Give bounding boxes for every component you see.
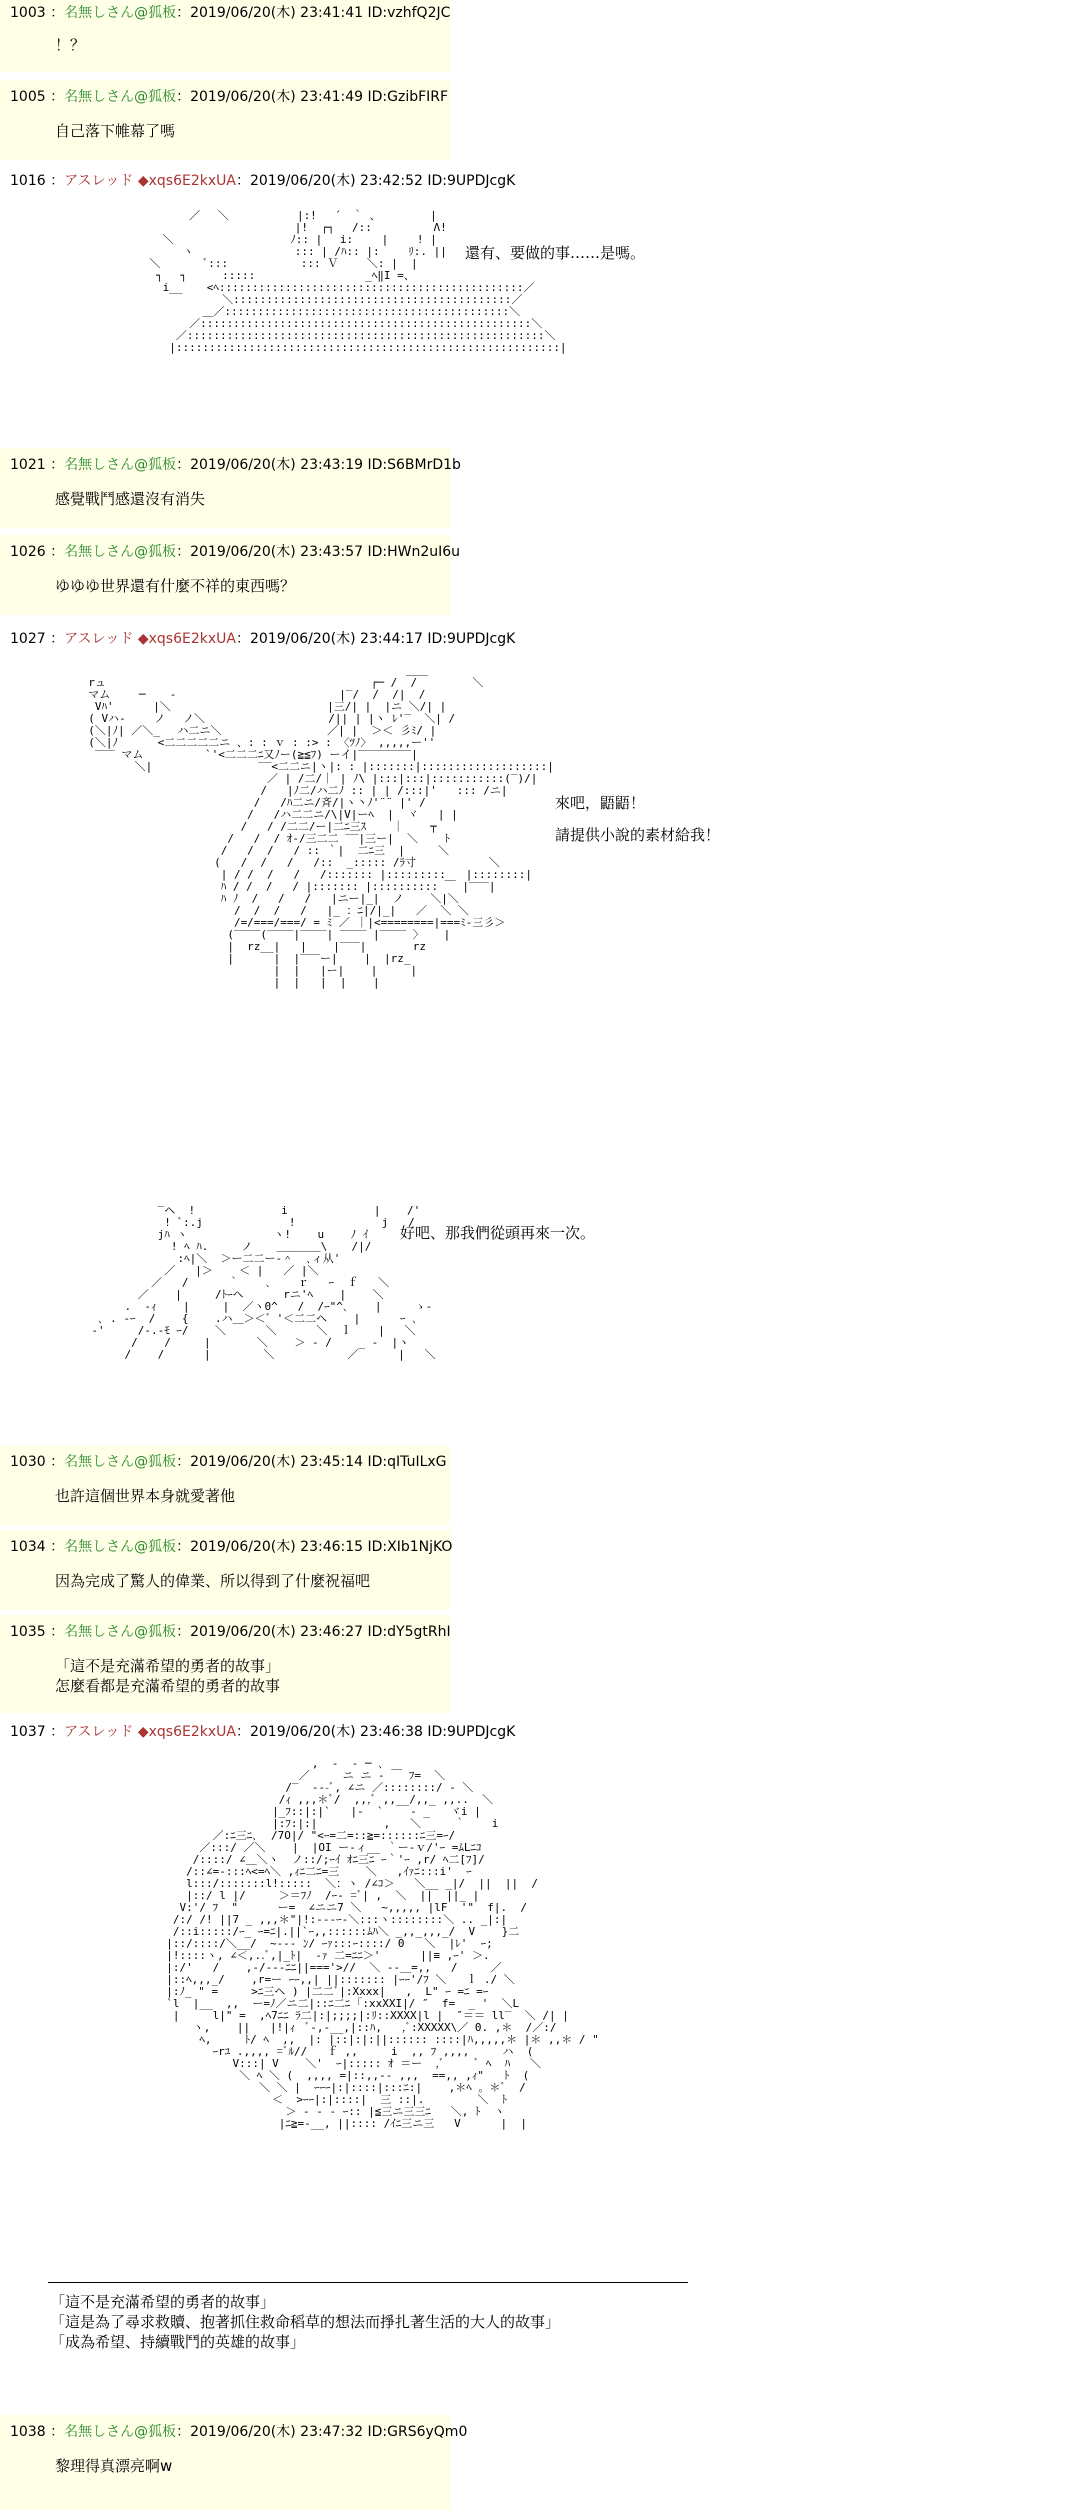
post-date: 2019/06/20(木) 23:41:49 <box>190 89 364 105</box>
post-number[interactable]: 1003 <box>10 5 46 21</box>
post-text: 來吧，鼯鼯！ <box>555 794 646 812</box>
reply-1030 <box>0 1445 450 1525</box>
reply-1035 <box>0 1615 450 1713</box>
post-date: 2019/06/20(木) 23:42:52 <box>249 173 423 189</box>
post-1027 <box>0 630 1080 648</box>
poster-id[interactable]: ID:GzibFIRF <box>367 89 449 105</box>
post-body: ！？ <box>55 36 86 54</box>
post-number[interactable]: 1038 <box>10 2424 46 2440</box>
reply-1034 <box>0 1530 453 1610</box>
ascii-art-figure: , - ‐ ─ ､ ／ ニ ニ ‐ ￣ ﾌ= ＼ /‾ ‐--ﾞ, ∠ニ ／::::::::/ ‐ ＼ /ｨ ,,,＊ﾞ/ ,,,ﾞ ,,__/,,_ ,,.. ＼ |_ﾌ::|:|` |‐ ` ‐ _ ヾi | |:ﾌ:|:| , ＼ ｀ i ／:ﾆ三ﾆ､ /7O|/ "<ｰ=二=::≧=::::::ﾆ三=ｰ/ ／:::/ ／＼ | |OI ー‐ィ__ ｀ー-ｖ/'ｰ =ﾑLﾆｺ /::::/ ∠＿＼ヽ ノ::/;ｰｲ ｵﾆ三ﾆ ｰ｀'ｰ ,r/ ﾍ二[ﾌ]/ /::∠=-:::ﾍ<=ﾍ＼ ,ｨﾆ二ﾆ=三 ＼ ,ｲｧﾆ:::i' ｰ l:::/:::::::l!::::: ＼：ヽ /∠ｺ＞ ＼__ _|/ || || / |::/ l |/ ＞＝ﾌﾉ /ｰ‐ =ﾞ| , ＼ || ||_ | V:'/ ﾌ " ー= ∠ニニ7 ＼ ~,,,,, |lF '" f|. / /:/ /! ||7 _ ,,,＊"|!:---ｰ‐＼:::ヽ::::::::＼ .. _|:| /::i:::::/ｰ_ ｰ=ﾆ|.||`ｰ,,::::::ﾑﾊ＼ _,,_,,,_/ V }二 |::/::::/＼__/ ~‐-- ﾝ/ ｰｧ:::ｰ::::/ 0 ＼ |ﾚ' ｰ; |!::::ヽ, ∠＜,..ﾞ,|_ﾄ| ‐ｧ 二=ﾆﾆ＞' ||≡ ,ｰ' ＞. |:/' / ,‐/---ﾆﾆ||==='>// ＼ ‐-＿=,, / ／ |::ﾍ,,,_/ ,r=ー ｰｰ,,| ||::::::: |ｰｰ'/ﾌ ＼ ｌ ./ ＼ |:ﾉ_ " = >ﾆ三ヘ ) |二二ﾞ|:Xxxx| , L" ｰ =ﾆ =ｰ `l |__ ,, ー=ﾉ／ニ二|::ﾆ二ﾆ ｢:xxXXI|/ ″ f= _ ' ＼L | l|" = ,ﾍ7ﾆﾆ ﾗ二|:|;;;;|:ﾘ::XXXX|l | ″＝＝ ll‾ ＼ /| | ヽ, || |!|ｨ ﾞ‐,-__,|::ﾊ, ,ﾞ:XXXXX\／ 0. ,＊ /／:/ ﾍ, ﾄ/ ﾍ ,, |: |::|:|:||:::::: ::::|ﾊ,,,,,＊ |＊ ,,＊ / " ｰrﾕ .,,,, =ﾞﾙ// ｆ ,, i ,, ﾌ ,,,, ハ ( V:::| V ＼' ｰ|::::: ｵ ＝ー ,ﾞ ﾞ ﾍ ﾊ ＼ ＼ ﾍ ＼ ( ,,,, =|::,,-- ,,, ==,, ,ｨ" ﾄ ( ＼ ＼ | ｰｰｰ|:|::::|:::ﾆ:| ,＊ﾍ 。＊ﾞ / ＜ >ｰｰ|:|::::| 三 ::|. ＼ ﾄ ＞ ‐ ‐ ‐ ｰ:: |≦三ニ三三ﾆ ＼, ﾄ ヽ |ﾆ≧=-__, ||:::: /ｲﾆ三ニ三 V | | <box>166 1757 599 2130</box>
post-text: 好吧、那我們從頭再來一次。 <box>400 1224 596 1242</box>
post-text: 「這是為了尋求救贖、抱著抓住救命稻草的想法而掙扎著生活的大人的故事」 <box>50 2313 561 2331</box>
post-date: 2019/06/20(木) 23:46:38 <box>249 1724 423 1740</box>
poster-name: アスレッド <box>64 1724 134 1740</box>
poster-id[interactable]: ID:vzhfQ2JC <box>367 5 451 21</box>
post-number[interactable]: 1027 <box>10 631 46 647</box>
post-header: 1027 ：アスレッド ◆xqs6E2kxUA：2019/06/20(木) 23:44:17 ID:9UPDJcgK <box>10 631 516 647</box>
post-body: 因為完成了驚人的偉業、所以得到了什麼祝福吧 <box>55 1572 371 1590</box>
poster-trip: ◆xqs6E2kxUA <box>137 1724 236 1740</box>
post-date: 2019/06/20(木) 23:43:57 <box>190 544 364 560</box>
reply-1021 <box>0 448 461 528</box>
post-date: 2019/06/20(木) 23:47:32 <box>190 2424 364 2440</box>
post-header: 1034 ：名無しさん@狐板：2019/06/20(木) 23:46:15 ID:XIb1NjKO <box>10 1539 453 1555</box>
post-number[interactable]: 1035 <box>10 1624 46 1640</box>
post-number[interactable]: 1021 <box>10 457 46 473</box>
post-number[interactable]: 1034 <box>10 1539 46 1555</box>
post-text: 「成為希望、持續戰鬥的英雄的故事」 <box>50 2333 306 2351</box>
poster-id[interactable]: ID:9UPDJcgK <box>427 1724 516 1740</box>
post-number[interactable]: 1026 <box>10 544 46 560</box>
poster-id[interactable]: ID:9UPDJcgK <box>427 631 516 647</box>
post-text: 「這不是充滿希望的勇者的故事」 <box>50 2293 276 2311</box>
post-body: ゆゆゆ世界還有什麼不祥的東西嗎？ <box>55 577 296 595</box>
post-body: 自己落下帷幕了嗎 <box>55 122 176 140</box>
post-text: 請提供小說的素材給我！ <box>555 826 721 844</box>
reply-1038 <box>0 2415 468 2510</box>
poster-name: 名無しさん@狐板 <box>64 544 177 560</box>
poster-name: 名無しさん@狐板 <box>64 89 177 105</box>
poster-id[interactable]: ID:GRS6yQm0 <box>367 2424 468 2440</box>
post-date: 2019/06/20(木) 23:46:15 <box>190 1539 364 1555</box>
post-header: 1026 ：名無しさん@狐板：2019/06/20(木) 23:43:57 ID:HWn2uI6u <box>10 544 461 560</box>
divider-line <box>48 2282 688 2283</box>
post-1016 <box>0 172 1080 190</box>
poster-id[interactable]: ID:XIb1NjKO <box>367 1539 453 1555</box>
poster-trip: ◆xqs6E2kxUA <box>137 173 236 189</box>
post-text: 還有、要做的事……是嗎。 <box>465 244 646 262</box>
poster-trip: ◆xqs6E2kxUA <box>137 631 236 647</box>
post-date: 2019/06/20(木) 23:43:19 <box>190 457 364 473</box>
post-body: 也許這個世界本身就愛著他 <box>55 1487 236 1505</box>
poster-name: アスレッド <box>64 173 134 189</box>
post-header: 1035 ：名無しさん@狐板：2019/06/20(木) 23:46:27 ID:dY5gtRhI <box>10 1624 451 1640</box>
poster-name: 名無しさん@狐板 <box>64 5 177 21</box>
post-body-line: 怎麼看都是充滿希望的勇者的故事 <box>55 1677 281 1695</box>
post-body-line: 「這不是充滿希望的勇者的故事」 <box>55 1657 281 1675</box>
ascii-art-figure: ＿＿ rュ ┌─ / / ＼ マム ─ - |‾/ / /| / Vﾊ' |＼ |三/| | |ニ ＼/| | ( Vハ- ノ ノ＼ /|| | |ヽ ﾚ'‾ ＼| / (＼|ﾉ| ／＼_ ハ二ニ＼ ／| | ＞＜ 彡ﾐ/ | (＼|ﾉ <二二二二二ニ 、: : ｖ : :> : 〈ﾂﾉ〉 ,,,,,ー'' ‾‾‾ マム `'<二二二ﾆ又ﾉー(≧≦ﾌ) ーイ|‾‾‾‾‾‾‾‾| ＼| ‾‾<二二ニ|ヽ|: : |:::::::|:::::::::::::::::::| ／ | /二/｜ | ﾉ\ |:::|:::|:::::::::::(‾)/| / |ﾉ二/ハ二ﾉ :: | | /:::|' ::: /ニ| / /ﾊ二ニ/斉/|ヽ丶ﾉ'¨¨ |' / / /ハ二二ニ/\|V|ーﾍ | ヾ | | / / /二二/ー|二ﾆ三ｽ ｜ ┬ / / / ｵ-/三二二 ‾‾|三ー| ＼ ﾄ / / / / :: ｀| 二ﾆ三 | ＼ ( / / / /:: _::::: /ﾗ寸 ＼ | / / / / /::::::: |::::::::: |::::::::| ﾊ / / / / |::::::: |:::::::::: ￣ |‾‾‾| ﾊ ﾉ / / / |ニー|_| ノ ＼|＼ / / / / |_ ：ﾆ|/|_| ／ ＼ ＼ /=/===/===/ = ﾐ ／ ｜|<========|===ﾐ‐三彡＞ (‾‾‾‾(‾‾‾‾|‾‾‾‾| ‾‾‾‾ |‾‾‾‾ 〉 | | rz__| | |‾‾‾| rz | | |‾‾‾ー| | |rz_ | | |ー| | | | | | | | <box>88 664 554 989</box>
post-date: 2019/06/20(木) 23:44:17 <box>249 631 423 647</box>
post-date: 2019/06/20(木) 23:45:14 <box>190 1454 364 1470</box>
poster-name: 名無しさん@狐板 <box>64 1454 177 1470</box>
poster-id[interactable]: ID:qITuILxG <box>367 1454 447 1470</box>
reply-1003 <box>0 0 450 72</box>
reply-1005 <box>0 80 450 160</box>
poster-id[interactable]: ID:9UPDJcgK <box>427 173 516 189</box>
poster-name: 名無しさん@狐板 <box>64 1539 177 1555</box>
post-number[interactable]: 1005 <box>10 89 46 105</box>
post-1037 <box>0 1723 1080 1741</box>
poster-name: 名無しさん@狐板 <box>64 2424 177 2440</box>
poster-id[interactable]: ID:dY5gtRhI <box>367 1624 451 1640</box>
poster-name: 名無しさん@狐板 <box>64 1624 177 1640</box>
post-header: 1038 ：名無しさん@狐板：2019/06/20(木) 23:47:32 ID:GRS6yQm0 <box>10 2424 468 2440</box>
post-number[interactable]: 1030 <box>10 1454 46 1470</box>
poster-name: アスレッド <box>64 631 134 647</box>
post-date: 2019/06/20(木) 23:46:27 <box>190 1624 364 1640</box>
post-header: 1016 ：アスレッド ◆xqs6E2kxUA：2019/06/20(木) 23:42:52 ID:9UPDJcgK <box>10 173 516 189</box>
post-header: 1030 ：名無しさん@狐板：2019/06/20(木) 23:45:14 ID:qITuILxG <box>10 1454 447 1470</box>
post-header: 1021 ：名無しさん@狐板：2019/06/20(木) 23:43:19 ID:S6BMrD1b <box>10 457 461 473</box>
post-header: 1003 ：名無しさん@狐板：2019/06/20(木) 23:41:41 ID:vzhfQ2JC <box>10 5 451 21</box>
post-number[interactable]: 1037 <box>10 1724 46 1740</box>
post-header: 1005 ：名無しさん@狐板：2019/06/20(木) 23:41:49 ID:GzibFIRF <box>10 89 449 105</box>
ascii-art-figure: ‾ヘ ! i | /' ! ﾞ:.j ! j / jﾊ ヽ ヽ! u ﾉ ｲ ! ﾍ ﾊ. ノ ＿＿＿＿\ /|/ :ﾍ|＼ ＞ー二二ー-＾ ､ィ从' ／ |＞ ＜ | ／ |＼ ／ / ｀ ､ ｒ ｰ ｆ ＼ ／ | /ﾄｰヘ rニ'ﾍ | ＼ . -ｨ | | ／ヽ0^ / /ｰ"^､ | ゝ- ､ . -ｰ / { .ハ＿＞＜゛'＜二二ヘ | ｰ ､ ‐' /-.-ﾓ ｰ/ ＼ ＼ ＼ ｌ | ＼ / / | ＼ ＞ - / _ - |ヽ / / | ＼ ／ | ＼ <box>91 1204 436 1361</box>
post-body: 黎理得真漂亮啊w <box>55 2457 173 2475</box>
ascii-art-figure: ／ ＼ |:! ´ ｀ 、 | |! ┌┐ /:: Λ! ＼ ﾉ:: | i: | ! | ヽ ::: | /ﾊ:: |: ﾘ:. || ＼ ﾞ::: ::: Ｖ ＼: | | ┐ ┐ ::::: _ﾍ‖I =、 i__ <ﾍ::::::::::::::::::::::::::::::::::::::::::::::／ ＼::::::::::::::::::::::::::::::::::::::::::／ ＿／:::::::::::::::::::::::::::::::::::::::::::＼ ／::::::::::::::::::::::::::::::::::::::::::::::::::＼ ／::::::::::::::::::::::::::::::::::::::::::::::::::::::＼ |::::::::::::::::::::::::::::::::::::::::::::::::::::::::::| <box>149 209 567 354</box>
post-number[interactable]: 1016 <box>10 173 46 189</box>
poster-name: 名無しさん@狐板 <box>64 457 177 473</box>
post-header: 1037 ：アスレッド ◆xqs6E2kxUA：2019/06/20(木) 23:46:38 ID:9UPDJcgK <box>10 1724 516 1740</box>
post-body: 感覺戰鬥感還沒有消失 <box>55 490 206 508</box>
poster-id[interactable]: ID:S6BMrD1b <box>367 457 461 473</box>
poster-id[interactable]: ID:HWn2uI6u <box>367 544 461 560</box>
reply-1026 <box>0 535 461 615</box>
post-date: 2019/06/20(木) 23:41:41 <box>190 5 364 21</box>
